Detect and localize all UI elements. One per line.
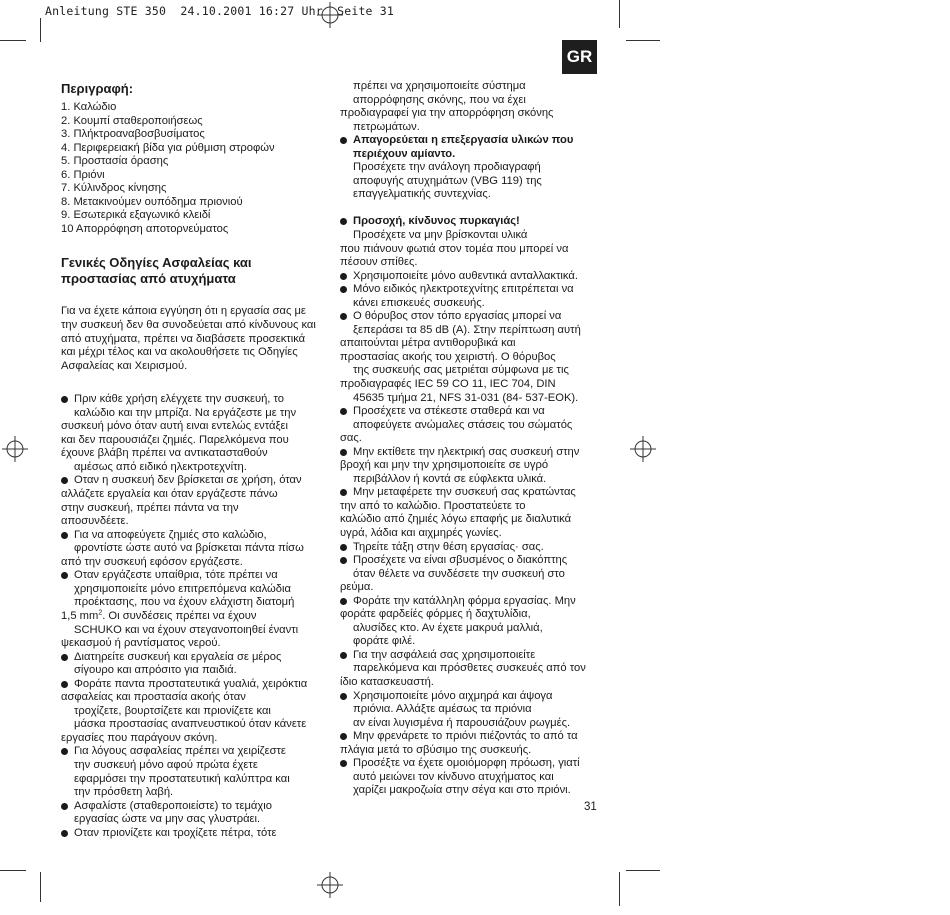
- text-line: έχουνε βλάβη πρέπει να αντικατασταθούν: [61, 447, 268, 460]
- asbestos-warning-line: περιέχουν αμίαντο.: [353, 147, 456, 160]
- text-fragment: . Οι συνδέσεις πρέπει να έχουν: [102, 609, 257, 622]
- crop-mark-tl-v: [40, 18, 41, 42]
- superscript-2: 2: [98, 609, 103, 617]
- text-line: ίδιο κατασκευαστή.: [340, 676, 434, 689]
- page-number: 31: [584, 801, 597, 813]
- crop-mark-bl-v: [40, 872, 41, 902]
- text-line: μάσκα προστασίας αναπνευστικού όταν κάνετε: [74, 718, 307, 731]
- text-line: αλυσίδες κτο. Αν έχετε μακρυά μαλλιά,: [353, 621, 543, 634]
- safety-bullet: Οταν εργάζεστε υπαίθρια, τότε πρέπει να: [61, 569, 336, 583]
- text-line: υγρά, λάδια και αιχμηρές γωνίες.: [340, 527, 502, 539]
- print-header: Anleitung STE 350 24.10.2001 16:27 Uhr Seite 31: [45, 4, 395, 18]
- crop-mark-bl-h: [0, 870, 26, 871]
- text-line: ψεκασμού ή ραντίσματος νερού.: [61, 637, 221, 650]
- text-line: περιβάλλον ή κοντά σε εύφλεκτα υλικά.: [353, 472, 547, 485]
- part-list-item: 9. Εσωτερικά εξαγωνικό κλειδί: [61, 209, 211, 222]
- text-line: [61, 610, 336, 624]
- text-line: σίγουρο και απρόσιτο για παιδιά.: [74, 664, 237, 677]
- text-line: εργασίες που παράγουν σκόνη.: [61, 731, 218, 744]
- safety-bullet: Προσέξτε να έχετε ομοιόμορφη πρόωση, γιατί: [340, 757, 598, 771]
- text-line: αποφεύγετε ανώμαλες στάσεις του σώματός: [353, 418, 573, 431]
- safety-bullet: Για να αποφεύγετε ζημιές στο καλώδιο,: [61, 529, 336, 543]
- safety-bullet: Προσέχετε να στέκεστε σταθερά και να: [340, 405, 598, 419]
- safety-bullet: Φοράτε παντα προστατευτικά γυαλιά, χειρόκτια: [61, 678, 336, 692]
- text-line: βροχή και μην την χρησιμοποιείτε σε υγρό: [340, 459, 549, 472]
- text-line: πλάγια μετά το σβύσιμο της συσκευής.: [340, 743, 532, 756]
- part-list-item: 4. Περιφερειακή βίδα για ρύθμιση στροφών: [61, 141, 275, 154]
- part-list-item: 3. Πλήκτροαναβοσβυσίματος: [61, 128, 205, 141]
- safety-bullet: Μην εκτίθετε την ηλεκτρική σας συσκευή στην: [340, 446, 598, 460]
- safety-bullet: Προσέχετε να είναι σβυσμένος ο διακόπτης: [340, 554, 598, 568]
- safety-bullet: Ο θόρυβος στον τόπο εργασίας μπορεί να: [340, 310, 598, 324]
- text-line: αν είναι λυγισμένα ή παρουσιάζουν ρωγμές.: [353, 716, 571, 729]
- text-line: πέσουν σπίθες.: [340, 256, 418, 269]
- text-line: Προσέχετε να μην βρίσκονται υλικά: [353, 228, 528, 241]
- safety-bullet: Φοράτε την κατάλληλη φόρμα εργασίας. Μην: [340, 595, 598, 609]
- text-line: αποσυνδέετε.: [61, 515, 129, 528]
- text-line: SCHUKO και να έχουν στεγανοποιηθεί έναντι: [74, 623, 299, 636]
- safety-bullet: Μην φρενάρετε το πριόνι πιέζοντάς το από τα: [340, 730, 598, 744]
- text-line: συσκευή μόνο όταν αυτή ειναι εντελώς εντάξει: [61, 420, 288, 433]
- text-line: ασφαλείας και προστασία ακοής όταν: [61, 691, 246, 704]
- text-line: τροχίζετε, βουρτσίζετε και πριονίζετε και: [74, 704, 271, 717]
- safety-bullet: Χρησιμοποιείτε μόνο αιχμηρά και άψογα: [340, 690, 598, 704]
- intro-line: και μέχρι τέλος και να ακολουθήσετε τις Οδηγίες: [61, 346, 298, 359]
- safety-bullet: Ασφαλίστε (σταθεροποιείστε) το τεμάχιο: [61, 800, 336, 814]
- text-line: αμέσως από ειδικό ηλεκτροτεχνίτη.: [74, 460, 247, 473]
- registration-mark-bottom: [317, 872, 343, 898]
- text-line: επαγγελματικής συντεχνίας.: [353, 188, 491, 201]
- text-line: την συσκευή μόνο αφού πρώτα έχετε: [74, 758, 258, 771]
- text-line: παρελκόμενα και πρόσθετες συσκευές από τον: [353, 662, 586, 675]
- safety-heading-line-2: προστασίας από ατυχήματα: [61, 271, 236, 287]
- text-line: φοράτε φαρδείές φόρμες ή δαχτυλίδια,: [340, 608, 531, 621]
- text-line: αυτό μειώνει τον κίνδυνο ατυχήματος και: [353, 770, 554, 783]
- text-line: φοράτε φιλέ.: [353, 635, 416, 648]
- safety-bullet: Χρησιμοποιείτε μόνο αυθεντικά ανταλλακτικά.: [340, 270, 598, 284]
- safety-bullet: Για λόγους ασφαλείας πρέπει να χειρίζεστε: [61, 745, 336, 759]
- registration-mark-left: [2, 436, 28, 462]
- right-column: [340, 80, 598, 798]
- registration-mark-right: [630, 436, 656, 462]
- text-line: από την συσκευή εφόσον εργάζεστε.: [61, 555, 243, 568]
- safety-bullet: Οταν πριονίζετε και τροχίζετε πέτρα, τότε: [61, 827, 336, 841]
- text-line: αποφυγής ατυχημάτων (VBG 119) της: [353, 174, 542, 187]
- text-line: και δεν παρουσιάζει ζημιές. Παρελκόμενα που: [61, 433, 289, 446]
- text-line: ρεύμα.: [340, 581, 374, 594]
- text-line: που πιάνουν φωτιά στον τομέα που μπορεί να: [340, 242, 569, 255]
- language-badge: GR: [562, 40, 597, 74]
- text-line: πρέπει να χρησιμοποιείτε σύστημα: [353, 80, 526, 92]
- safety-bullet: Για την ασφάλειά σας χρησιμοποιείτε: [340, 649, 598, 663]
- intro-line: την συσκευή δεν θα συνοδεύεται από κίνδυνους και: [61, 319, 316, 332]
- text-line: όταν θέλετε να συνδέσετε την συσκευή στο: [353, 567, 565, 580]
- crop-mark-tl-h: [0, 40, 26, 41]
- safety-bullet: Διατηρείτε συσκευή και εργαλεία σε μέρος: [61, 651, 336, 665]
- text-line: καλώδιο από ζημιές λόγω επαφής με διαλυτικά: [340, 513, 572, 526]
- fire-warning-bullet: Προσοχή, κίνδυνος πυρκαγιάς!: [340, 215, 598, 229]
- safety-bullet: Μόνο ειδικός ηλεκτροτεχνίτης επιτρέπεται να: [340, 283, 598, 297]
- text-line: καλώδιο και την μπρίζα. Να εργάζεστε με την: [74, 406, 297, 419]
- text-line: την πρόσθετη λαβή.: [74, 786, 174, 799]
- registration-mark-top: [317, 2, 343, 28]
- intro-line: Ασφαλείας και Χειρισμού.: [61, 359, 188, 372]
- text-line: προδιαγραφεί για την απορρόφηση σκόνης: [340, 107, 554, 120]
- left-column: [61, 81, 336, 840]
- text-line: εργασίας ώστε να μην σας γλυστράει.: [74, 813, 261, 826]
- part-list-item: 2. Κουμπί σταθεροποιήσεως: [61, 114, 203, 127]
- text-line: προστασίας ακοής του χειριστή. Ο θόρυβος: [340, 350, 556, 363]
- safety-heading-line-1: Γενικές Οδηγίες Ασφαλείας και: [61, 255, 252, 271]
- cross-section-value: 1,5 mm: [61, 609, 99, 622]
- text-line: 45635 τμήμα 21, NFS 31-031 (84- 537-EOK).: [353, 391, 579, 404]
- text-line: κάνει επισκευές συσκευής.: [353, 296, 485, 309]
- text-line: πετρωμάτων.: [353, 120, 420, 133]
- part-list-item: 1. Καλώδιο: [61, 101, 117, 113]
- part-list-item: 7. Κύλινδρος κίνησης: [61, 182, 167, 195]
- safety-bullet: Τηρείτε τάξη στην θέση εργασίας· σας.: [340, 541, 598, 555]
- part-list-item: 8. Μετακινούμεν ουπόδημα πριονιού: [61, 195, 243, 208]
- text-line: σας.: [340, 432, 362, 445]
- safety-bullet: Μην μεταφέρετε την συσκευή σας κρατώντας: [340, 486, 598, 500]
- text-line: απαιτούνται μέτρα αντιθορυβικά και: [340, 337, 516, 350]
- crop-mark-br-v: [619, 872, 620, 906]
- text-line: πριόνια. Αλλάξτε αμέσως τα πριόνια: [353, 703, 532, 716]
- text-line: απορρόφησης σκόνης, που να έχει: [353, 93, 526, 106]
- text-line: την από το καλώδιο. Προστατεύετε το: [340, 499, 526, 512]
- text-line: χρησιμοποιείτε μόνο επιτρεπόμενα καλώδια: [74, 582, 291, 595]
- text-line: στην συσκευή, πρέπει πάντα να την: [61, 501, 239, 514]
- text-line: της συσκευής σας μετριέται σύμφωνα με τις: [353, 364, 569, 377]
- crop-mark-tr-h: [626, 40, 660, 41]
- text-line: προέκτασης, που να έχουν ελάχιστη διατομή: [74, 596, 295, 609]
- part-list-item: 10 Απορρόφηση αποτορνεύματος: [61, 222, 229, 235]
- description-heading: Περιγραφή:: [61, 81, 134, 96]
- text-line: Προσέχετε την ανάλογη προδιαγραφή: [353, 161, 541, 174]
- safety-bullet: Πριν κάθε χρήση ελέγχετε την συσκευή, το: [61, 393, 336, 407]
- text-line: εφαρμόσει την προστατευτική καλύπτρα και: [74, 772, 290, 785]
- part-list-item: 6. Πριόνι: [61, 168, 105, 181]
- crop-mark-tr-v: [619, 0, 620, 28]
- crop-mark-br-h: [626, 870, 660, 871]
- text-line: φροντίστε ώστε αυτό να βρίσκεται πάντα πίσω: [74, 542, 304, 555]
- text-line: αλλάζετε εργαλεία και όταν εργάζεστε πάνω: [61, 488, 278, 501]
- safety-bullet: Οταν η συσκευή δεν βρίσκεται σε χρήση, όταν: [61, 474, 336, 488]
- part-list-item: 5. Προστασία όρασης: [61, 155, 169, 168]
- text-line: χαρίζει μακροζωία στην σέγα και στο πριόνι.: [353, 784, 571, 797]
- text-line: ξεπεράσει τα 85 dB (A). Στην περίπτωση αυτή: [353, 323, 581, 336]
- text-line: προδιαγραφές IEC 59 CO 11, IEC 704, DIN: [340, 377, 556, 390]
- intro-line: Για να έχετε κάποια εγγύηση ότι η εργασία σας με: [61, 305, 306, 318]
- asbestos-warning-bullet: Απαγορεύεται η επεξεργασία υλικών που: [340, 134, 598, 148]
- intro-line: από ατυχήματα, πρέπει να διαβάσετε προσεκτικά: [61, 332, 306, 345]
